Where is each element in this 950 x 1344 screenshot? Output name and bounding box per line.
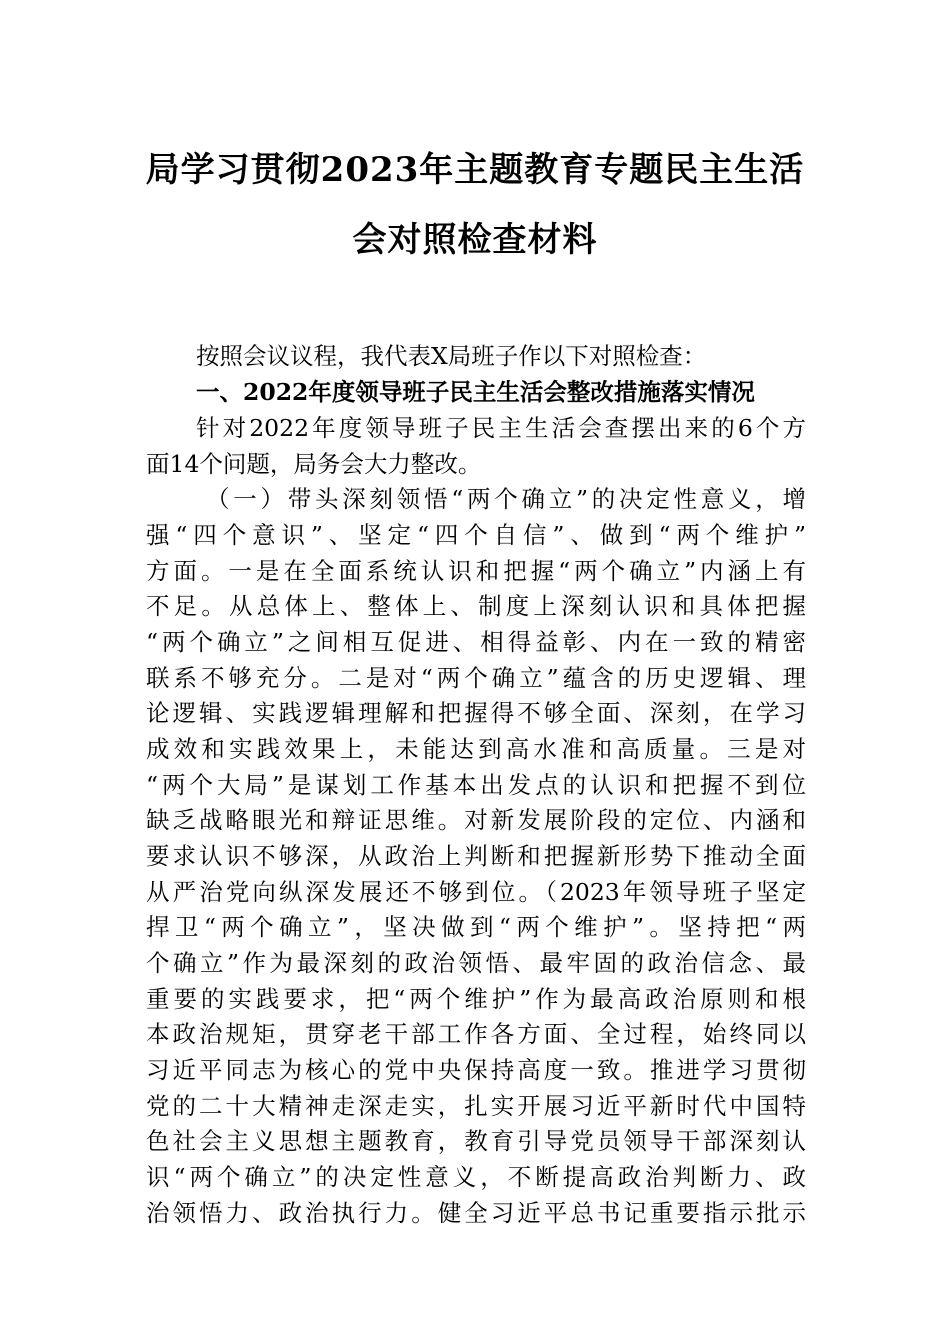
paragraph-line: “两个大局”是谋划工作基本出发点的认识和把握不到位 [146,771,806,799]
paragraph-line: 联系不够充分。二是对“两个确立”蕴含的历史逻辑、理 [146,664,806,692]
paragraph-line: 重要的实践要求，把“两个维护”作为最高政治原则和根 [146,985,806,1013]
section-heading: 一、2022年度领导班子民主生活会整改措施落实情况 [196,378,755,406]
paragraph-line: 缺乏战略眼光和辩证思维。对新发展阶段的定位、内涵和 [146,806,806,834]
paragraph-line: 方面。一是在全面系统认识和把握“两个确立”内涵上有 [146,557,806,585]
paragraph-line: 捍卫“两个确立”，坚决做到“两个维护”。坚持把“两 [146,913,806,941]
paragraph-line: 不足。从总体上、整体上、制度上深刻认识和具体把握 [146,592,806,620]
paragraph-line: 按照会议议程，我代表X局班子作以下对照检查： [196,342,707,370]
paragraph-line: 党的二十大精神走深走实，扎实开展习近平新时代中国特 [146,1092,806,1120]
paragraph-line: 论逻辑、实践逻辑理解和把握得不够全面、深刻，在学习 [146,699,806,727]
paragraph-line: 习近平同志为核心的党中央保持高度一致。推进学习贯彻 [146,1056,806,1084]
paragraph-line: 本政治规矩，贯穿老干部工作各方面、全过程，始终同以 [146,1020,806,1048]
paragraph-line: 识“两个确立”的决定性意义，不断提高政治判断力、政 [146,1163,806,1191]
paragraph-line: 色社会主义思想主题教育，教育引导党员领导干部深刻认 [146,1127,806,1155]
paragraph-line: 个确立”作为最深刻的政治领悟、最牢固的政治信念、最 [146,949,806,977]
paragraph-line: 强“四个意识”、坚定“四个自信”、做到“两个维护” [146,521,806,549]
paragraph-line: （一）带头深刻领悟“两个确立”的决定性意义，增 [206,485,806,513]
paragraph-line: 面14个问题，局务会大力整改。 [146,450,482,478]
paragraph-line: 成效和实践效果上，未能达到高水准和高质量。三是对 [146,735,806,763]
paragraph-line: 治领悟力、政治执行力。健全习近平总书记重要指示批示 [146,1199,806,1227]
paragraph-line: 针对2022年度领导班子民主生活会查摆出来的6个方 [196,414,806,442]
paragraph-line: 要求认识不够深，从政治上判断和把握新形势下推动全面 [146,842,806,870]
document-title-line-1: 局学习贯彻2023年主题教育专题民主生活 [145,150,805,190]
document-title-line-2: 会对照检查材料 [352,220,598,260]
paragraph-line: “两个确立”之间相互促进、相得益彰、内在一致的精密 [146,628,806,656]
paragraph-line: 从严治党向纵深发展还不够到位。（2023年领导班子坚定 [146,878,806,906]
